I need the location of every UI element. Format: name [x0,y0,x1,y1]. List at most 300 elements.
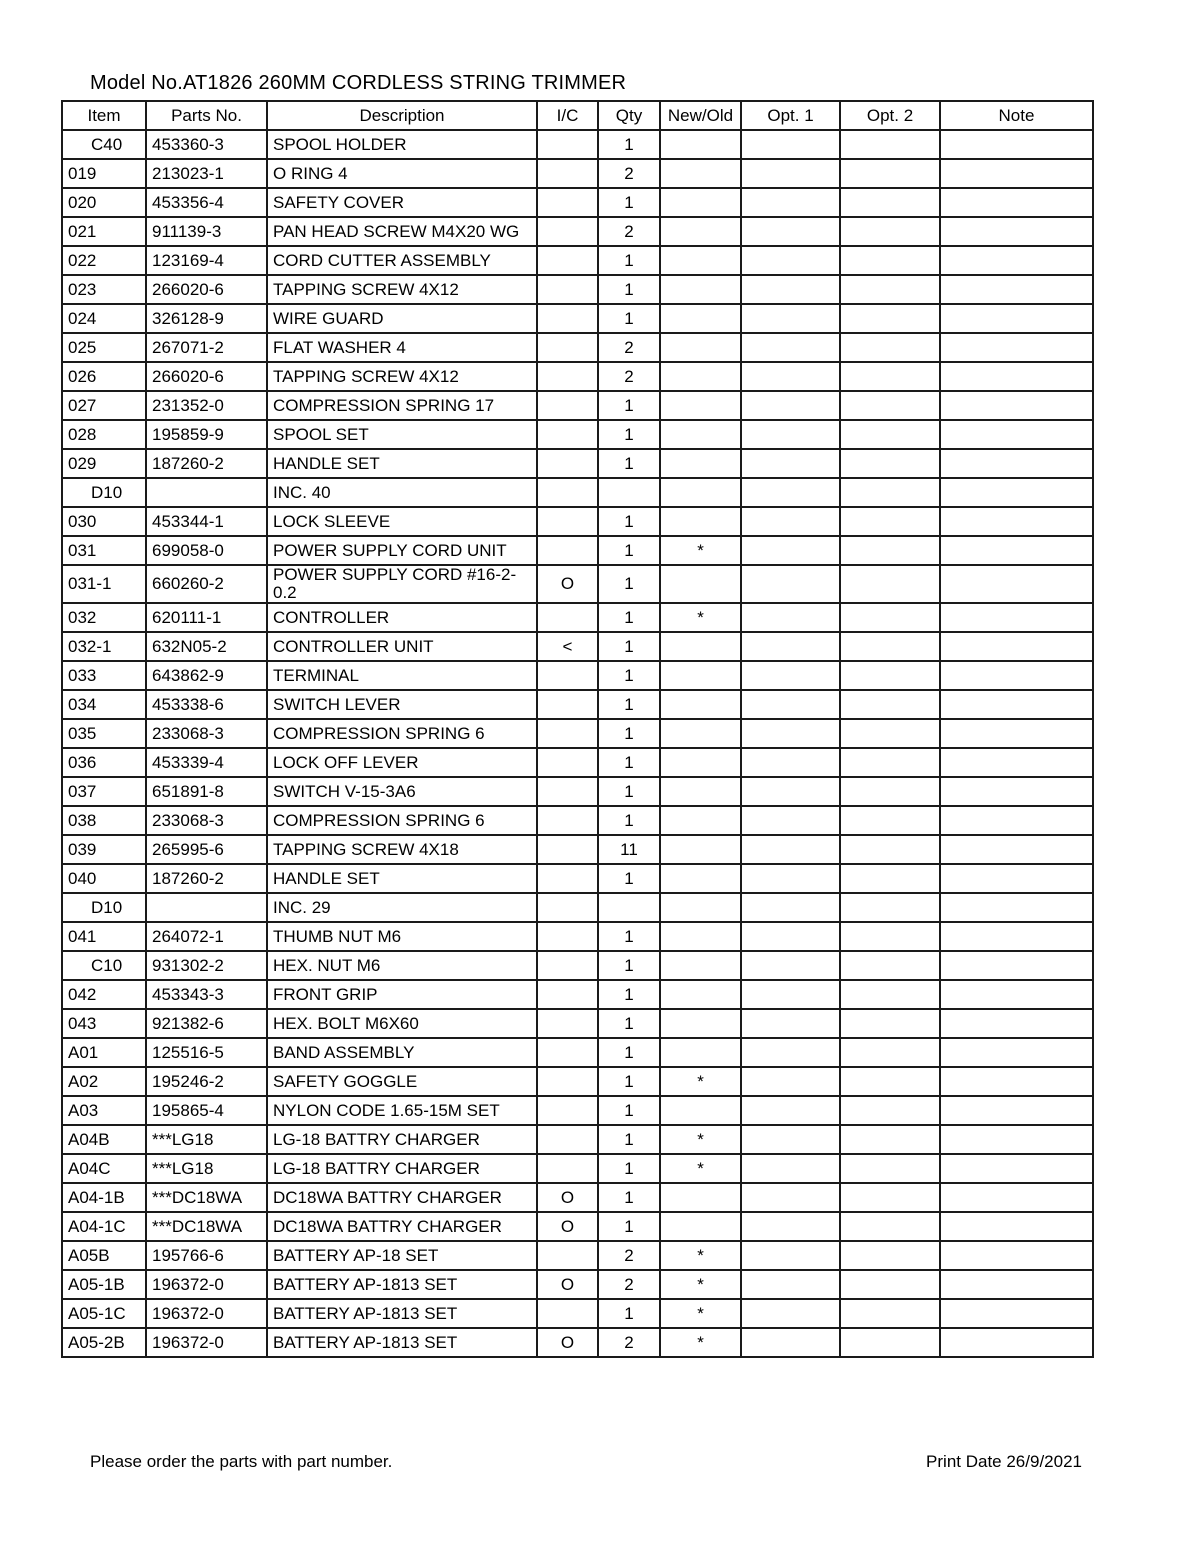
cell-opt1 [741,478,840,507]
cell-ic [537,719,598,748]
cell-note [940,565,1093,603]
cell-ic [537,1125,598,1154]
cell-item: A05B [62,1241,146,1270]
cell-description: THUMB NUT M6 [267,922,537,951]
cell-opt2 [840,536,940,565]
table-row [62,1154,1093,1183]
cell-parts-no [146,893,267,922]
cell-opt1 [741,536,840,565]
cell-opt2 [840,603,940,632]
cell-item: A04-1B [62,1183,146,1212]
cell-ic [537,661,598,690]
cell-qty: 2 [598,1328,660,1357]
cell-ic [537,1067,598,1096]
cell-opt2 [840,362,940,391]
cell-description: FLAT WASHER 4 [267,333,537,362]
cell-opt2 [840,275,940,304]
cell-opt2 [840,130,940,159]
cell-note [940,1270,1093,1299]
cell-parts-no: 453360-3 [146,130,267,159]
cell-item: A04C [62,1154,146,1183]
cell-opt1 [741,1241,840,1270]
cell-ic: O [537,1183,598,1212]
cell-description: WIRE GUARD [267,304,537,333]
table-row [62,719,1093,748]
cell-opt2 [840,980,940,1009]
cell-ic [537,246,598,275]
cell-note [940,420,1093,449]
cell-note [940,333,1093,362]
cell-description: CONTROLLER [267,603,537,632]
cell-item: 040 [62,864,146,893]
cell-item: A03 [62,1096,146,1125]
cell-qty: 1 [598,130,660,159]
cell-item: 023 [62,275,146,304]
cell-new-old [660,777,741,806]
cell-description: SAFETY COVER [267,188,537,217]
table-row [62,536,1093,565]
cell-note [940,1241,1093,1270]
cell-item: 042 [62,980,146,1009]
cell-parts-no: 632N05-2 [146,632,267,661]
cell-qty: 1 [598,661,660,690]
cell-new-old [660,333,741,362]
table-row [62,748,1093,777]
cell-new-old [660,864,741,893]
table-row [62,304,1093,333]
cell-qty: 1 [598,690,660,719]
cell-opt2 [840,1241,940,1270]
cell-opt1 [741,565,840,603]
table-row [62,362,1093,391]
cell-opt1 [741,130,840,159]
col-header-qty: Qty [598,101,660,130]
cell-new-old [660,1038,741,1067]
cell-parts-no: 196372-0 [146,1299,267,1328]
cell-ic [537,603,598,632]
cell-ic [537,217,598,246]
cell-ic [537,1154,598,1183]
cell-qty: 1 [598,980,660,1009]
cell-opt1 [741,893,840,922]
cell-new-old: * [660,1067,741,1096]
cell-qty [598,893,660,922]
table-row [62,1299,1093,1328]
cell-ic [537,333,598,362]
cell-opt2 [840,835,940,864]
cell-note [940,632,1093,661]
cell-ic [537,1299,598,1328]
cell-item: A05-2B [62,1328,146,1357]
cell-ic: O [537,1270,598,1299]
cell-new-old: * [660,1299,741,1328]
cell-new-old [660,449,741,478]
cell-item: A05-1B [62,1270,146,1299]
cell-item: A05-1C [62,1299,146,1328]
cell-new-old [660,690,741,719]
cell-note [940,1154,1093,1183]
cell-opt1 [741,1299,840,1328]
cell-qty: 2 [598,159,660,188]
cell-new-old [660,130,741,159]
footer-note: Please order the parts with part number. [90,1452,393,1471]
cell-description: HANDLE SET [267,864,537,893]
cell-opt1 [741,188,840,217]
parts-table-body [62,130,1093,1357]
cell-opt1 [741,661,840,690]
cell-new-old [660,391,741,420]
col-header-opt1: Opt. 1 [741,101,840,130]
cell-opt1 [741,333,840,362]
cell-note [940,893,1093,922]
table-row [62,1125,1093,1154]
cell-note [940,1067,1093,1096]
table-row [62,922,1093,951]
cell-new-old: * [660,603,741,632]
cell-qty: 2 [598,217,660,246]
cell-opt1 [741,922,840,951]
cell-note [940,304,1093,333]
cell-description: INC. 40 [267,478,537,507]
table-row [62,130,1093,159]
cell-opt2 [840,1096,940,1125]
cell-qty: 1 [598,864,660,893]
cell-opt1 [741,1067,840,1096]
cell-note [940,835,1093,864]
cell-item: 032 [62,603,146,632]
cell-description: TAPPING SCREW 4X12 [267,362,537,391]
table-row [62,1038,1093,1067]
cell-opt2 [840,1328,940,1357]
cell-description: DC18WA BATTRY CHARGER [267,1212,537,1241]
cell-parts-no: 195246-2 [146,1067,267,1096]
cell-item: 019 [62,159,146,188]
cell-description: LG-18 BATTRY CHARGER [267,1154,537,1183]
cell-item: 036 [62,748,146,777]
cell-opt1 [741,835,840,864]
cell-description: COMPRESSION SPRING 17 [267,391,537,420]
cell-opt2 [840,1270,940,1299]
cell-item: A02 [62,1067,146,1096]
cell-ic [537,391,598,420]
col-header-parts-no: Parts No. [146,101,267,130]
cell-description: LG-18 BATTRY CHARGER [267,1125,537,1154]
cell-new-old [660,922,741,951]
cell-qty: 1 [598,1183,660,1212]
cell-qty: 1 [598,777,660,806]
cell-opt1 [741,748,840,777]
cell-note [940,188,1093,217]
cell-parts-no: 233068-3 [146,806,267,835]
cell-description: SWITCH LEVER [267,690,537,719]
cell-new-old [660,362,741,391]
cell-ic [537,304,598,333]
cell-description: DC18WA BATTRY CHARGER [267,1183,537,1212]
cell-new-old [660,246,741,275]
cell-opt2 [840,951,940,980]
cell-description: BAND ASSEMBLY [267,1038,537,1067]
cell-new-old [660,951,741,980]
cell-description: POWER SUPPLY CORD #16-2-0.2 [267,565,537,603]
table-row [62,333,1093,362]
cell-new-old [660,719,741,748]
col-header-note: Note [940,101,1093,130]
cell-parts-no: 453344-1 [146,507,267,536]
cell-qty: 1 [598,603,660,632]
footer-print-date: Print Date 26/9/2021 [926,1452,1082,1471]
cell-opt2 [840,1009,940,1038]
table-row [62,835,1093,864]
cell-opt1 [741,777,840,806]
cell-note [940,449,1093,478]
cell-opt2 [840,217,940,246]
cell-ic [537,1096,598,1125]
cell-opt2 [840,246,940,275]
cell-parts-no: 921382-6 [146,1009,267,1038]
cell-qty: 1 [598,536,660,565]
cell-note [940,661,1093,690]
cell-description: TERMINAL [267,661,537,690]
cell-item: 032-1 [62,632,146,661]
cell-opt2 [840,632,940,661]
cell-item: C10 [62,951,146,980]
cell-opt2 [840,333,940,362]
cell-ic [537,449,598,478]
cell-opt2 [840,1299,940,1328]
cell-note [940,1038,1093,1067]
col-header-new-old: New/Old [660,101,741,130]
cell-description: O RING 4 [267,159,537,188]
cell-opt2 [840,449,940,478]
cell-new-old [660,565,741,603]
cell-item: 039 [62,835,146,864]
cell-item: 038 [62,806,146,835]
cell-new-old: * [660,1154,741,1183]
cell-note [940,980,1093,1009]
cell-opt1 [741,806,840,835]
table-row [62,391,1093,420]
col-header-item: Item [62,101,146,130]
cell-new-old [660,478,741,507]
cell-item: 028 [62,420,146,449]
cell-opt1 [741,632,840,661]
cell-item: A04B [62,1125,146,1154]
cell-parts-no: 187260-2 [146,864,267,893]
cell-note [940,1009,1093,1038]
cell-description: HEX. BOLT M6X60 [267,1009,537,1038]
table-row [62,246,1093,275]
cell-new-old [660,632,741,661]
cell-item: D10 [62,478,146,507]
cell-opt2 [840,777,940,806]
cell-qty: 1 [598,275,660,304]
cell-note [940,159,1093,188]
cell-item: 031 [62,536,146,565]
cell-opt1 [741,391,840,420]
cell-opt2 [840,420,940,449]
cell-new-old [660,893,741,922]
cell-note [940,246,1093,275]
cell-item: 033 [62,661,146,690]
table-row [62,777,1093,806]
cell-opt1 [741,217,840,246]
cell-qty: 1 [598,304,660,333]
cell-ic [537,159,598,188]
cell-item: 022 [62,246,146,275]
cell-opt2 [840,565,940,603]
cell-opt1 [741,1154,840,1183]
cell-qty: 1 [598,188,660,217]
cell-new-old [660,217,741,246]
cell-item: 030 [62,507,146,536]
cell-description: POWER SUPPLY CORD UNIT [267,536,537,565]
cell-note [940,507,1093,536]
cell-opt1 [741,603,840,632]
cell-new-old [660,835,741,864]
cell-parts-no: 196372-0 [146,1270,267,1299]
cell-new-old [660,275,741,304]
cell-ic: O [537,565,598,603]
cell-note [940,1183,1093,1212]
cell-qty: 11 [598,835,660,864]
cell-ic [537,893,598,922]
cell-parts-no: ***LG18 [146,1125,267,1154]
cell-qty: 1 [598,719,660,748]
cell-parts-no: 931302-2 [146,951,267,980]
cell-opt2 [840,1038,940,1067]
cell-qty: 2 [598,1241,660,1270]
cell-parts-no: 453356-4 [146,188,267,217]
cell-item: A04-1C [62,1212,146,1241]
cell-qty: 1 [598,246,660,275]
cell-new-old [660,507,741,536]
cell-opt1 [741,951,840,980]
cell-qty: 1 [598,1038,660,1067]
table-row [62,951,1093,980]
cell-parts-no: 264072-1 [146,922,267,951]
cell-item: A01 [62,1038,146,1067]
table-row [62,893,1093,922]
cell-opt2 [840,864,940,893]
cell-opt1 [741,1096,840,1125]
cell-parts-no: 265995-6 [146,835,267,864]
cell-qty: 1 [598,1299,660,1328]
cell-new-old: * [660,1328,741,1357]
cell-new-old: * [660,1270,741,1299]
table-row [62,449,1093,478]
cell-opt2 [840,922,940,951]
cell-note [940,362,1093,391]
cell-opt2 [840,893,940,922]
cell-qty: 1 [598,1009,660,1038]
cell-opt1 [741,449,840,478]
cell-description: COMPRESSION SPRING 6 [267,806,537,835]
cell-parts-no: 651891-8 [146,777,267,806]
cell-note [940,1212,1093,1241]
cell-note [940,690,1093,719]
cell-parts-no: 187260-2 [146,449,267,478]
table-row [62,478,1093,507]
cell-qty: 1 [598,748,660,777]
cell-new-old [660,661,741,690]
cell-item: 021 [62,217,146,246]
cell-opt1 [741,719,840,748]
cell-opt2 [840,478,940,507]
cell-qty: 1 [598,922,660,951]
cell-parts-no: 123169-4 [146,246,267,275]
table-row [62,1183,1093,1212]
cell-qty: 1 [598,507,660,536]
cell-note [940,275,1093,304]
table-row [62,1067,1093,1096]
cell-note [940,951,1093,980]
cell-parts-no: 196372-0 [146,1328,267,1357]
cell-description: BATTERY AP-1813 SET [267,1270,537,1299]
cell-parts-no: 326128-9 [146,304,267,333]
cell-note [940,1299,1093,1328]
cell-description: PAN HEAD SCREW M4X20 WG [267,217,537,246]
table-row [62,1270,1093,1299]
cell-new-old [660,420,741,449]
cell-description: CONTROLLER UNIT [267,632,537,661]
table-row [62,1328,1093,1357]
cell-qty: 1 [598,1125,660,1154]
cell-opt1 [741,507,840,536]
cell-ic [537,420,598,449]
cell-note [940,391,1093,420]
cell-description: TAPPING SCREW 4X12 [267,275,537,304]
cell-opt2 [840,391,940,420]
cell-description: SPOOL HOLDER [267,130,537,159]
cell-ic: O [537,1328,598,1357]
cell-parts-no: 195766-6 [146,1241,267,1270]
cell-ic [537,536,598,565]
cell-opt2 [840,304,940,333]
cell-new-old [660,806,741,835]
table-row [62,1009,1093,1038]
cell-opt2 [840,1183,940,1212]
cell-ic [537,748,598,777]
table-row [62,980,1093,1009]
cell-description: SAFETY GOGGLE [267,1067,537,1096]
cell-ic [537,1241,598,1270]
cell-note [940,748,1093,777]
cell-opt1 [741,246,840,275]
cell-parts-no: 620111-1 [146,603,267,632]
cell-item: D10 [62,893,146,922]
cell-ic [537,188,598,217]
cell-opt2 [840,159,940,188]
cell-note [940,1328,1093,1357]
parts-table [61,100,1094,1358]
cell-ic [537,835,598,864]
cell-parts-no: 195865-4 [146,1096,267,1125]
cell-qty: 1 [598,1067,660,1096]
cell-parts-no: 266020-6 [146,275,267,304]
cell-note [940,922,1093,951]
cell-ic [537,1009,598,1038]
cell-new-old: * [660,1125,741,1154]
cell-ic [537,1038,598,1067]
col-header-opt2: Opt. 2 [840,101,940,130]
table-row [62,188,1093,217]
cell-opt1 [741,690,840,719]
cell-item: 020 [62,188,146,217]
cell-note [940,806,1093,835]
table-row [62,275,1093,304]
cell-opt1 [741,1125,840,1154]
cell-opt2 [840,690,940,719]
